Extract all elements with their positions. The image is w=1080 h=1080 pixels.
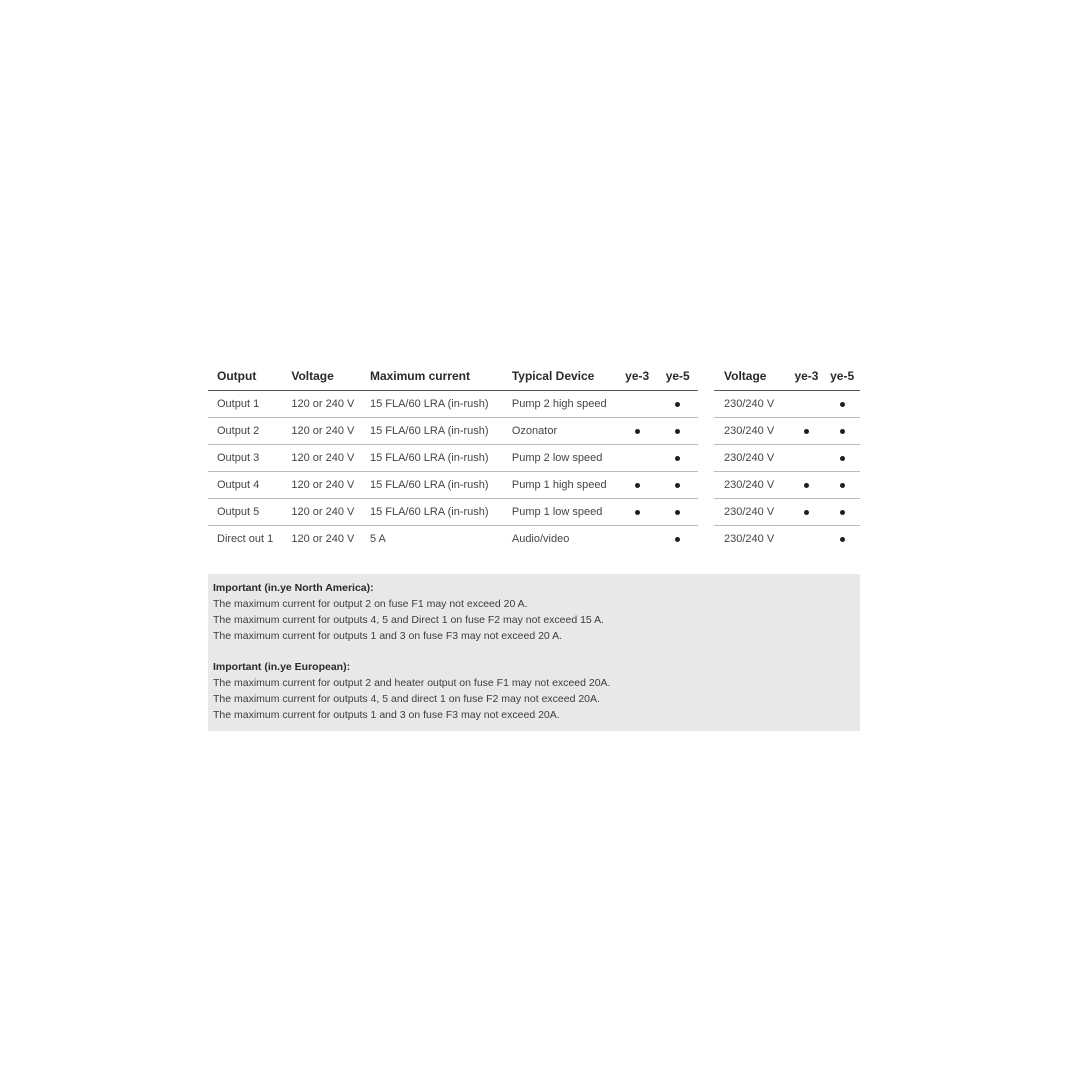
eu-ye3-cell [789, 418, 825, 445]
ye3-cell [617, 526, 658, 553]
ye5-cell [657, 499, 698, 526]
north-america-heading: Important (in.ye North America): [213, 582, 374, 594]
bullet-dot-icon [635, 429, 640, 434]
output-cell: Output 4 [208, 472, 291, 499]
voltage-cell: 120 or 240 V [291, 533, 355, 545]
eu-voltage-cell: 230/240 V [714, 418, 789, 445]
notes-spacer [213, 644, 854, 659]
european-table [714, 362, 860, 552]
ye3-cell [617, 499, 658, 526]
european-line: The maximum current for output 2 and heater output on fuse F1 may not exceed 20A. [213, 677, 611, 689]
bullet-dot-icon [635, 483, 640, 488]
bullet-dot-icon [675, 537, 680, 542]
bullet-dot-icon [675, 510, 680, 515]
header-typical-device: Typical Device [512, 362, 617, 391]
eu-ye3-cell [789, 472, 825, 499]
bullet-dot-icon [840, 429, 845, 434]
bullet-dot-icon [635, 510, 640, 515]
header-maximum-current: Maximum current [370, 362, 512, 391]
voltage-cell: 120 or 240 V [291, 391, 370, 418]
table-row [714, 445, 860, 472]
table-row [208, 499, 698, 526]
voltage-cell: 120 or 240 V [291, 499, 370, 526]
bullet-dot-icon [804, 429, 809, 434]
table-row [208, 445, 698, 472]
european-heading: Important (in.ye European): [213, 661, 351, 673]
european-table-header [714, 362, 860, 391]
table-row [714, 418, 860, 445]
north-america-line: The maximum current for outputs 4, 5 and Direct 1 on fuse F2 may not exceed 15 A. [213, 614, 605, 626]
bullet-dot-icon [840, 537, 845, 542]
bullet-dot-icon [675, 429, 680, 434]
voltage-cell: 120 or 240 V [291, 472, 370, 499]
bullet-dot-icon [840, 456, 845, 461]
output-table-body [208, 391, 698, 553]
bullet-dot-icon [804, 510, 809, 515]
eu-ye5-cell [824, 391, 860, 418]
max-current-cell: 5 A [369, 533, 386, 545]
eu-ye5-cell [824, 526, 860, 553]
max-current-cell: 15 FLA/60 LRA (in-rush) [370, 445, 512, 472]
bullet-dot-icon [804, 483, 809, 488]
voltage-cell: 120 or 240 V [291, 445, 370, 472]
device-cell: Pump 2 low speed [512, 445, 617, 472]
header-eu-voltage: Voltage [714, 362, 789, 391]
north-america-line: The maximum current for outputs 1 and 3 on fuse F3 may not exceed 20 A. [213, 630, 563, 642]
ye5-cell [657, 526, 698, 553]
eu-voltage-cell: 230/240 V [714, 499, 789, 526]
ye3-cell [617, 472, 658, 499]
table-row [208, 418, 698, 445]
bullet-dot-icon [675, 402, 680, 407]
device-cell: Pump 1 high speed [512, 472, 617, 499]
european-line: The maximum current for outputs 4, 5 and direct 1 on fuse F2 may not exceed 20A. [213, 693, 600, 705]
european-line: The maximum current for outputs 1 and 3 on fuse F3 may not exceed 20A. [213, 709, 560, 721]
tables-row [208, 362, 860, 552]
eu-ye5-cell [824, 418, 860, 445]
eu-ye3-cell [789, 391, 825, 418]
table-row [208, 472, 698, 499]
bullet-dot-icon [840, 483, 845, 488]
table-row [714, 391, 860, 418]
output-table-header [208, 362, 698, 391]
header-ye5: ye-5 [657, 362, 698, 391]
spec-document [208, 362, 860, 731]
bullet-dot-icon [840, 510, 845, 515]
device-cell: Pump 1 low speed [512, 499, 617, 526]
european-table-body [714, 391, 860, 553]
header-ye3: ye-3 [617, 362, 658, 391]
table-row [714, 472, 860, 499]
output-cell: Output 2 [208, 418, 291, 445]
eu-voltage-cell: 230/240 V [714, 391, 789, 418]
output-cell: Output 3 [208, 445, 291, 472]
output-cell: Output 1 [208, 391, 291, 418]
table-row [208, 526, 698, 553]
header-output: Output [208, 362, 291, 391]
max-current-cell: 15 FLA/60 LRA (in-rush) [370, 418, 512, 445]
eu-ye5-cell [824, 472, 860, 499]
eu-voltage-cell: 230/240 V [714, 445, 789, 472]
max-current-cell: 15 FLA/60 LRA (in-rush) [370, 391, 512, 418]
eu-ye5-cell [824, 445, 860, 472]
bullet-dot-icon [675, 483, 680, 488]
output-cell: Output 5 [208, 499, 291, 526]
ye3-cell [617, 391, 658, 418]
output-table [208, 362, 698, 552]
header-voltage: Voltage [291, 362, 370, 391]
device-cell: Pump 2 high speed [512, 391, 617, 418]
ye3-cell [617, 445, 658, 472]
voltage-cell: 120 or 240 V [291, 418, 370, 445]
bullet-dot-icon [675, 456, 680, 461]
north-america-line: The maximum current for output 2 on fuse F1 may not exceed 20 A. [213, 598, 528, 610]
ye5-cell [657, 391, 698, 418]
header-eu-ye3: ye-3 [789, 362, 825, 391]
device-cell: Audio/video [511, 533, 570, 545]
ye5-cell [657, 418, 698, 445]
bullet-dot-icon [840, 402, 845, 407]
output-cell: Direct out 1 [217, 533, 274, 545]
table-row [714, 526, 860, 553]
ye3-cell [617, 418, 658, 445]
max-current-cell: 15 FLA/60 LRA (in-rush) [370, 472, 512, 499]
header-eu-ye5: ye-5 [824, 362, 860, 391]
ye5-cell [657, 472, 698, 499]
table-row [208, 391, 698, 418]
eu-ye5-cell [824, 499, 860, 526]
eu-ye3-cell [789, 445, 825, 472]
eu-ye3-cell [789, 526, 825, 553]
important-notes-box [208, 574, 860, 731]
eu-ye3-cell [789, 499, 825, 526]
ye5-cell [657, 445, 698, 472]
max-current-cell: 15 FLA/60 LRA (in-rush) [370, 499, 512, 526]
eu-voltage-cell: 230/240 V [724, 533, 775, 545]
eu-voltage-cell: 230/240 V [714, 472, 789, 499]
device-cell: Ozonator [512, 418, 617, 445]
table-row [714, 499, 860, 526]
